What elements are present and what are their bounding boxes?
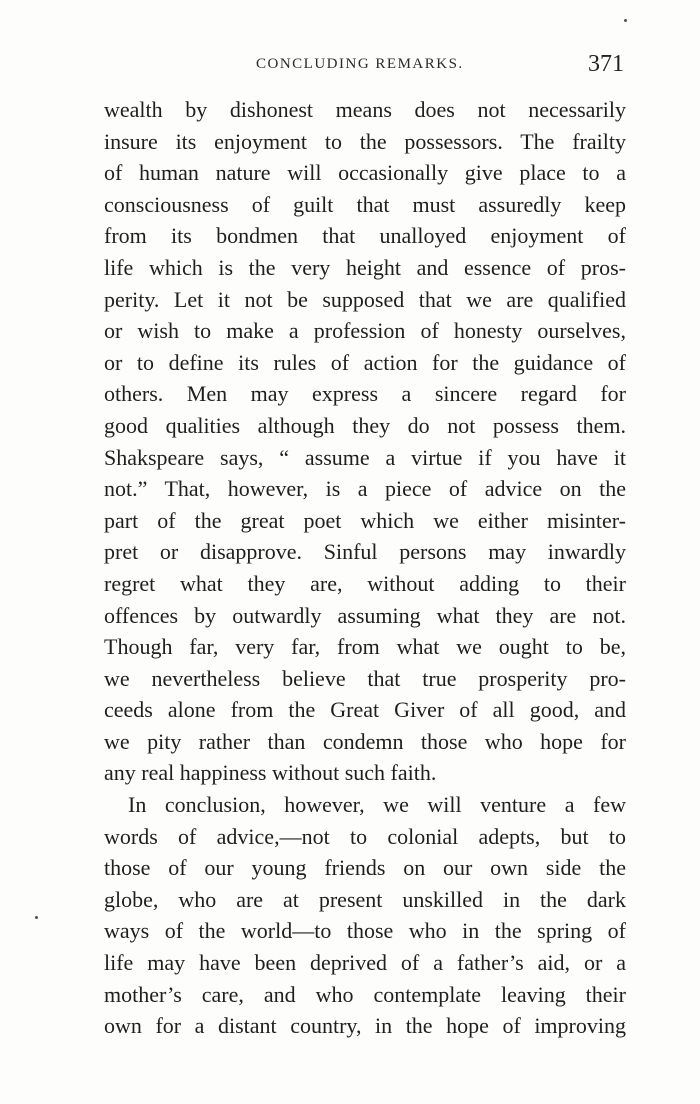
page-number: 371 [588, 51, 624, 77]
text-line: life which is the very height and essence of pros- [104, 254, 626, 280]
text-line: words of advice,—not to colonial adepts, but to [104, 823, 626, 849]
text-line: mother’s care, and who contemplate leaving their [104, 981, 626, 1007]
ink-speck [35, 916, 38, 919]
text-line: regret what they are, without adding to their [104, 570, 626, 596]
text-line: own for a distant country, in the hope of improving [104, 1013, 626, 1039]
text-line: or wish to make a profession of honesty ourselves, [104, 318, 626, 344]
text-line: or to define its rules of action for the guidance of [104, 349, 626, 375]
text-line: perity. Let it not be supposed that we are qualified [104, 286, 626, 312]
text-line: part of the great poet which we either misinter- [104, 507, 626, 533]
text-line: not.” That, however, is a piece of advice on the [104, 476, 626, 502]
text-line: globe, who are at present unskilled in the dark [104, 886, 626, 912]
text-line: others. Men may express a sincere regard for [104, 381, 626, 407]
text-line: insure its enjoyment to the possessors. The frailty [104, 128, 626, 154]
text-line: good qualities although they do not possess them. [104, 412, 626, 438]
text-line: ways of the world—to those who in the spring of [104, 918, 626, 944]
text-line: we pity rather than condemn those who hope for [104, 728, 626, 754]
text-line: consciousness of guilt that must assuredly keep [104, 191, 626, 217]
text-line: any real happiness without such faith. [104, 760, 437, 786]
text-line: pret or disapprove. Sinful persons may inwardly [104, 539, 626, 565]
text-line: those of our young friends on our own side the [104, 855, 626, 881]
text-line: Though far, very far, from what we ought to be, [104, 634, 626, 660]
text-line: we nevertheless believe that true prosperity pro- [104, 665, 626, 691]
text-line: In conclusion, however, we will venture a few [128, 792, 626, 818]
running-title: CONCLUDING REMARKS. [256, 56, 464, 72]
text-line: ceeds alone from the Great Giver of all good, and [104, 697, 626, 723]
text-line: wealth by dishonest means does not necessarily [104, 97, 626, 122]
ink-speck [624, 19, 627, 22]
text-line: from its bondmen that unalloyed enjoyment of [104, 223, 626, 249]
running-head [104, 52, 626, 84]
text-line: Shakspeare says, “ assume a virtue if you have it [104, 444, 626, 470]
body-text [104, 94, 626, 1042]
text-line: offences by outwardly assuming what they are not. [104, 602, 626, 628]
text-line: life may have been deprived of a father’s aid, or a [104, 950, 626, 976]
text-line: of human nature will occasionally give place to a [104, 160, 626, 186]
